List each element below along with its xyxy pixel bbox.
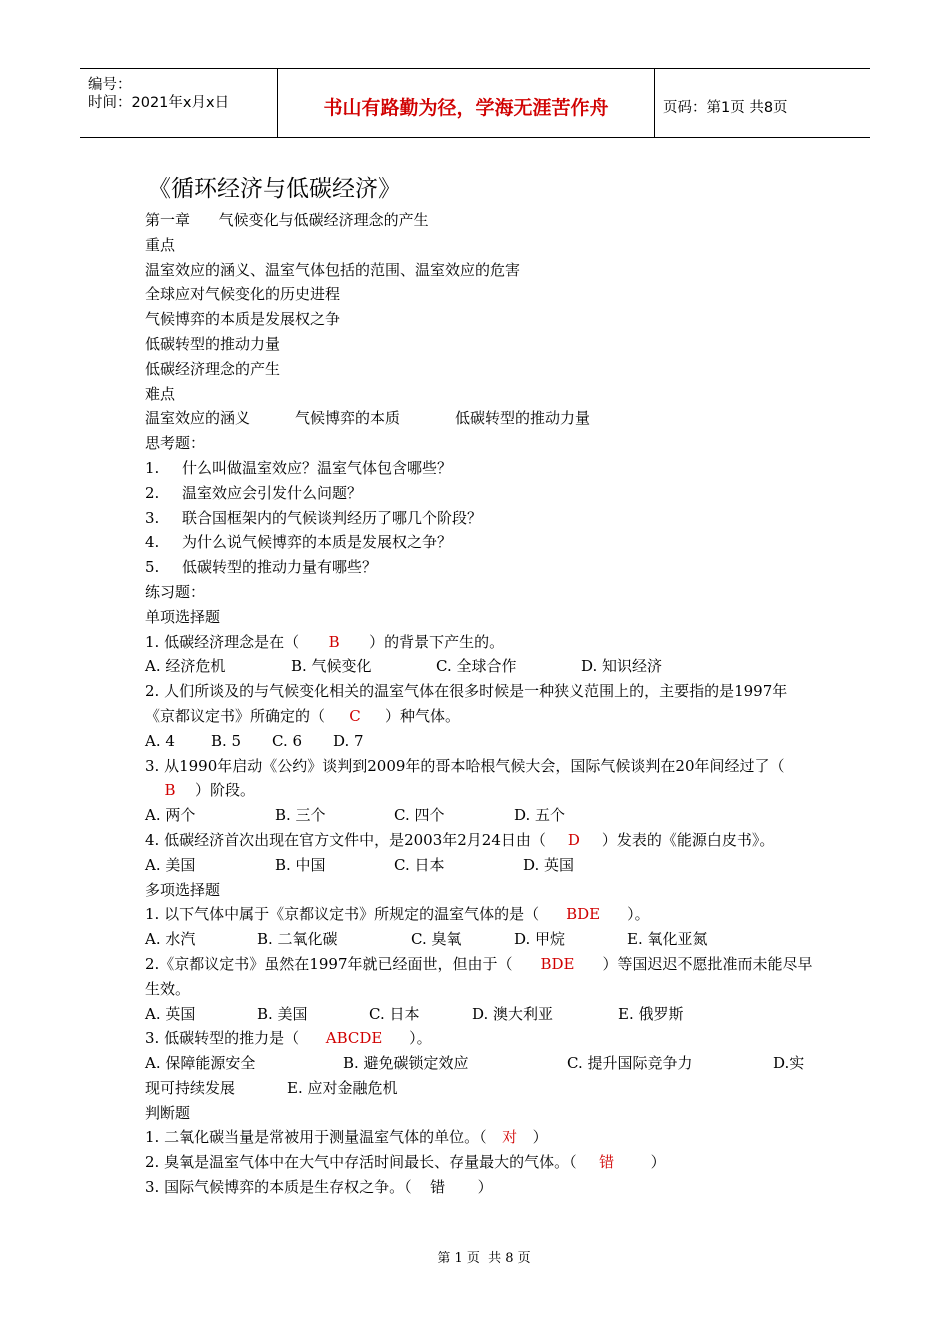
- difficult-item: 低碳转型的推动力量: [455, 409, 591, 428]
- answer: ABCDE: [325, 1029, 383, 1048]
- key-point: 低碳转型的推动力量: [145, 334, 281, 353]
- single-q3: 3. 从1990年启动《公约》谈判到2009年的哥本哈根气候大会，国际气候谈判在20年间经过了（B ）阶段。: [145, 754, 815, 804]
- document-number: 编号：: [88, 77, 132, 93]
- multi-q3-options: A. 保障能源安全 B. 避免碳锁定效应 C. 提升国际竞争力 D.实现可持续发展 E. 应对金融危机: [145, 1054, 805, 1097]
- document-body: [145, 208, 815, 1200]
- single-q4: 4. 低碳经济首次出现在官方文件中，是2003年2月24日由（ D ）发表的《能源白皮书》。: [145, 828, 815, 853]
- answer: B: [164, 781, 176, 800]
- multi-choice-label: 多项选择题: [145, 880, 221, 899]
- thinking-question: 4. 为什么说气候博弈的本质是发展权之争？: [145, 533, 453, 552]
- multi-q3: 3. 低碳转型的推力是（ ABCDE ）。: [145, 1026, 815, 1051]
- header-motto-cell: [278, 69, 655, 137]
- answer: C: [349, 706, 361, 725]
- answer: 对: [502, 1128, 518, 1147]
- header-page-cell: [655, 69, 870, 137]
- exercise-label: 练习题：: [145, 582, 206, 601]
- document-date: 时间：2021年x月x日: [88, 95, 230, 111]
- multi-q2: 2.《京都议定书》虽然在1997年就已经面世，但由于（ BDE ）等国迟迟不愿批准而未能尽早生效。: [145, 952, 815, 1002]
- thinking-question: 2. 温室效应会引发什么问题？: [145, 483, 363, 502]
- thinking-label: 思考题：: [145, 434, 206, 453]
- answer: D: [567, 830, 580, 849]
- difficult-item: 气候博弈的本质: [295, 409, 401, 428]
- key-point: 全球应对气候变化的历史进程: [145, 285, 341, 304]
- answer: BDE: [540, 954, 575, 973]
- judge-q1: 1. 二氧化碳当量是常被用于测量温室气体的单位。（ 对 ）: [145, 1125, 815, 1150]
- judge-q3: 3. 国际气候博弈的本质是生存权之争。（ 错 ）: [145, 1175, 815, 1200]
- single-q1: 1. 低碳经济理念是在（ B ）的背景下产生的。: [145, 630, 815, 655]
- key-points-label: 重点: [145, 235, 176, 254]
- multi-q2-options: A. 英国 B. 美国 C. 日本 D. 澳大利亚 E. 俄罗斯: [145, 1004, 684, 1023]
- key-point: 气候博弈的本质是发展权之争: [145, 310, 341, 329]
- single-q4-options: A. 美国 B. 中国 C. 日本 D. 英国: [145, 855, 575, 874]
- document-title: 《循环经济与低碳经济》: [148, 176, 401, 202]
- judge-label: 判断题: [145, 1103, 191, 1122]
- multi-q1-options: A. 水汽 B. 二氧化碳 C. 臭氧 D. 甲烷 E. 氧化亚氮: [145, 930, 708, 949]
- judge-q2: 2. 臭氧是温室气体中在大气中存活时间最长、存量最大的气体。（ 错 ）: [145, 1150, 815, 1175]
- multi-q1: 1. 以下气体中属于《京都议定书》所规定的温室气体的是（ BDE ）。: [145, 902, 815, 927]
- answer: 错: [430, 1178, 446, 1197]
- answer: 错: [599, 1153, 615, 1172]
- answer: B: [328, 632, 340, 651]
- difficult-points: [145, 406, 815, 431]
- key-point: 低碳经济理念的产生: [145, 359, 281, 378]
- key-point: 温室效应的涵义、温室气体包括的范围、温室效应的危害: [145, 260, 521, 279]
- single-q1-options: A. 经济危机 B. 气候变化 C. 全球合作 D. 知识经济: [145, 657, 663, 676]
- thinking-question: 5. 低碳转型的推动力量有哪些？: [145, 558, 378, 577]
- chapter-heading: 第一章 气候变化与低碳经济理念的产生: [145, 211, 429, 229]
- difficult-item: 温室效应的涵义: [145, 409, 251, 428]
- answer: BDE: [566, 905, 601, 924]
- thinking-question: 1. 什么叫做温室效应？温室气体包含哪些？: [145, 458, 453, 477]
- single-q3-options: A. 两个 B. 三个 C. 四个 D. 五个: [145, 806, 566, 825]
- single-q2: 2. 人们所谈及的与气候变化相关的温室气体在很多时候是一种狭义范围上的，主要指的是1997年《京都议定书》所确定的（ C ）种气体。: [145, 679, 815, 729]
- thinking-question: 3. 联合国框架内的气候谈判经历了哪几个阶段？: [145, 508, 483, 527]
- header-info-cell: [80, 69, 278, 137]
- single-q2-options: A. 4 B. 5 C. 6 D. 7: [145, 731, 364, 750]
- header-motto: 书山有路勤为径，学海无涯苦作舟: [323, 97, 609, 119]
- page-footer: 第 1 页 共 8 页: [437, 1251, 531, 1266]
- header-page-code: 页码：第1页 共8页: [663, 100, 788, 116]
- difficult-label: 难点: [145, 384, 176, 403]
- single-choice-label: 单项选择题: [145, 607, 221, 626]
- page-header: [80, 68, 870, 138]
